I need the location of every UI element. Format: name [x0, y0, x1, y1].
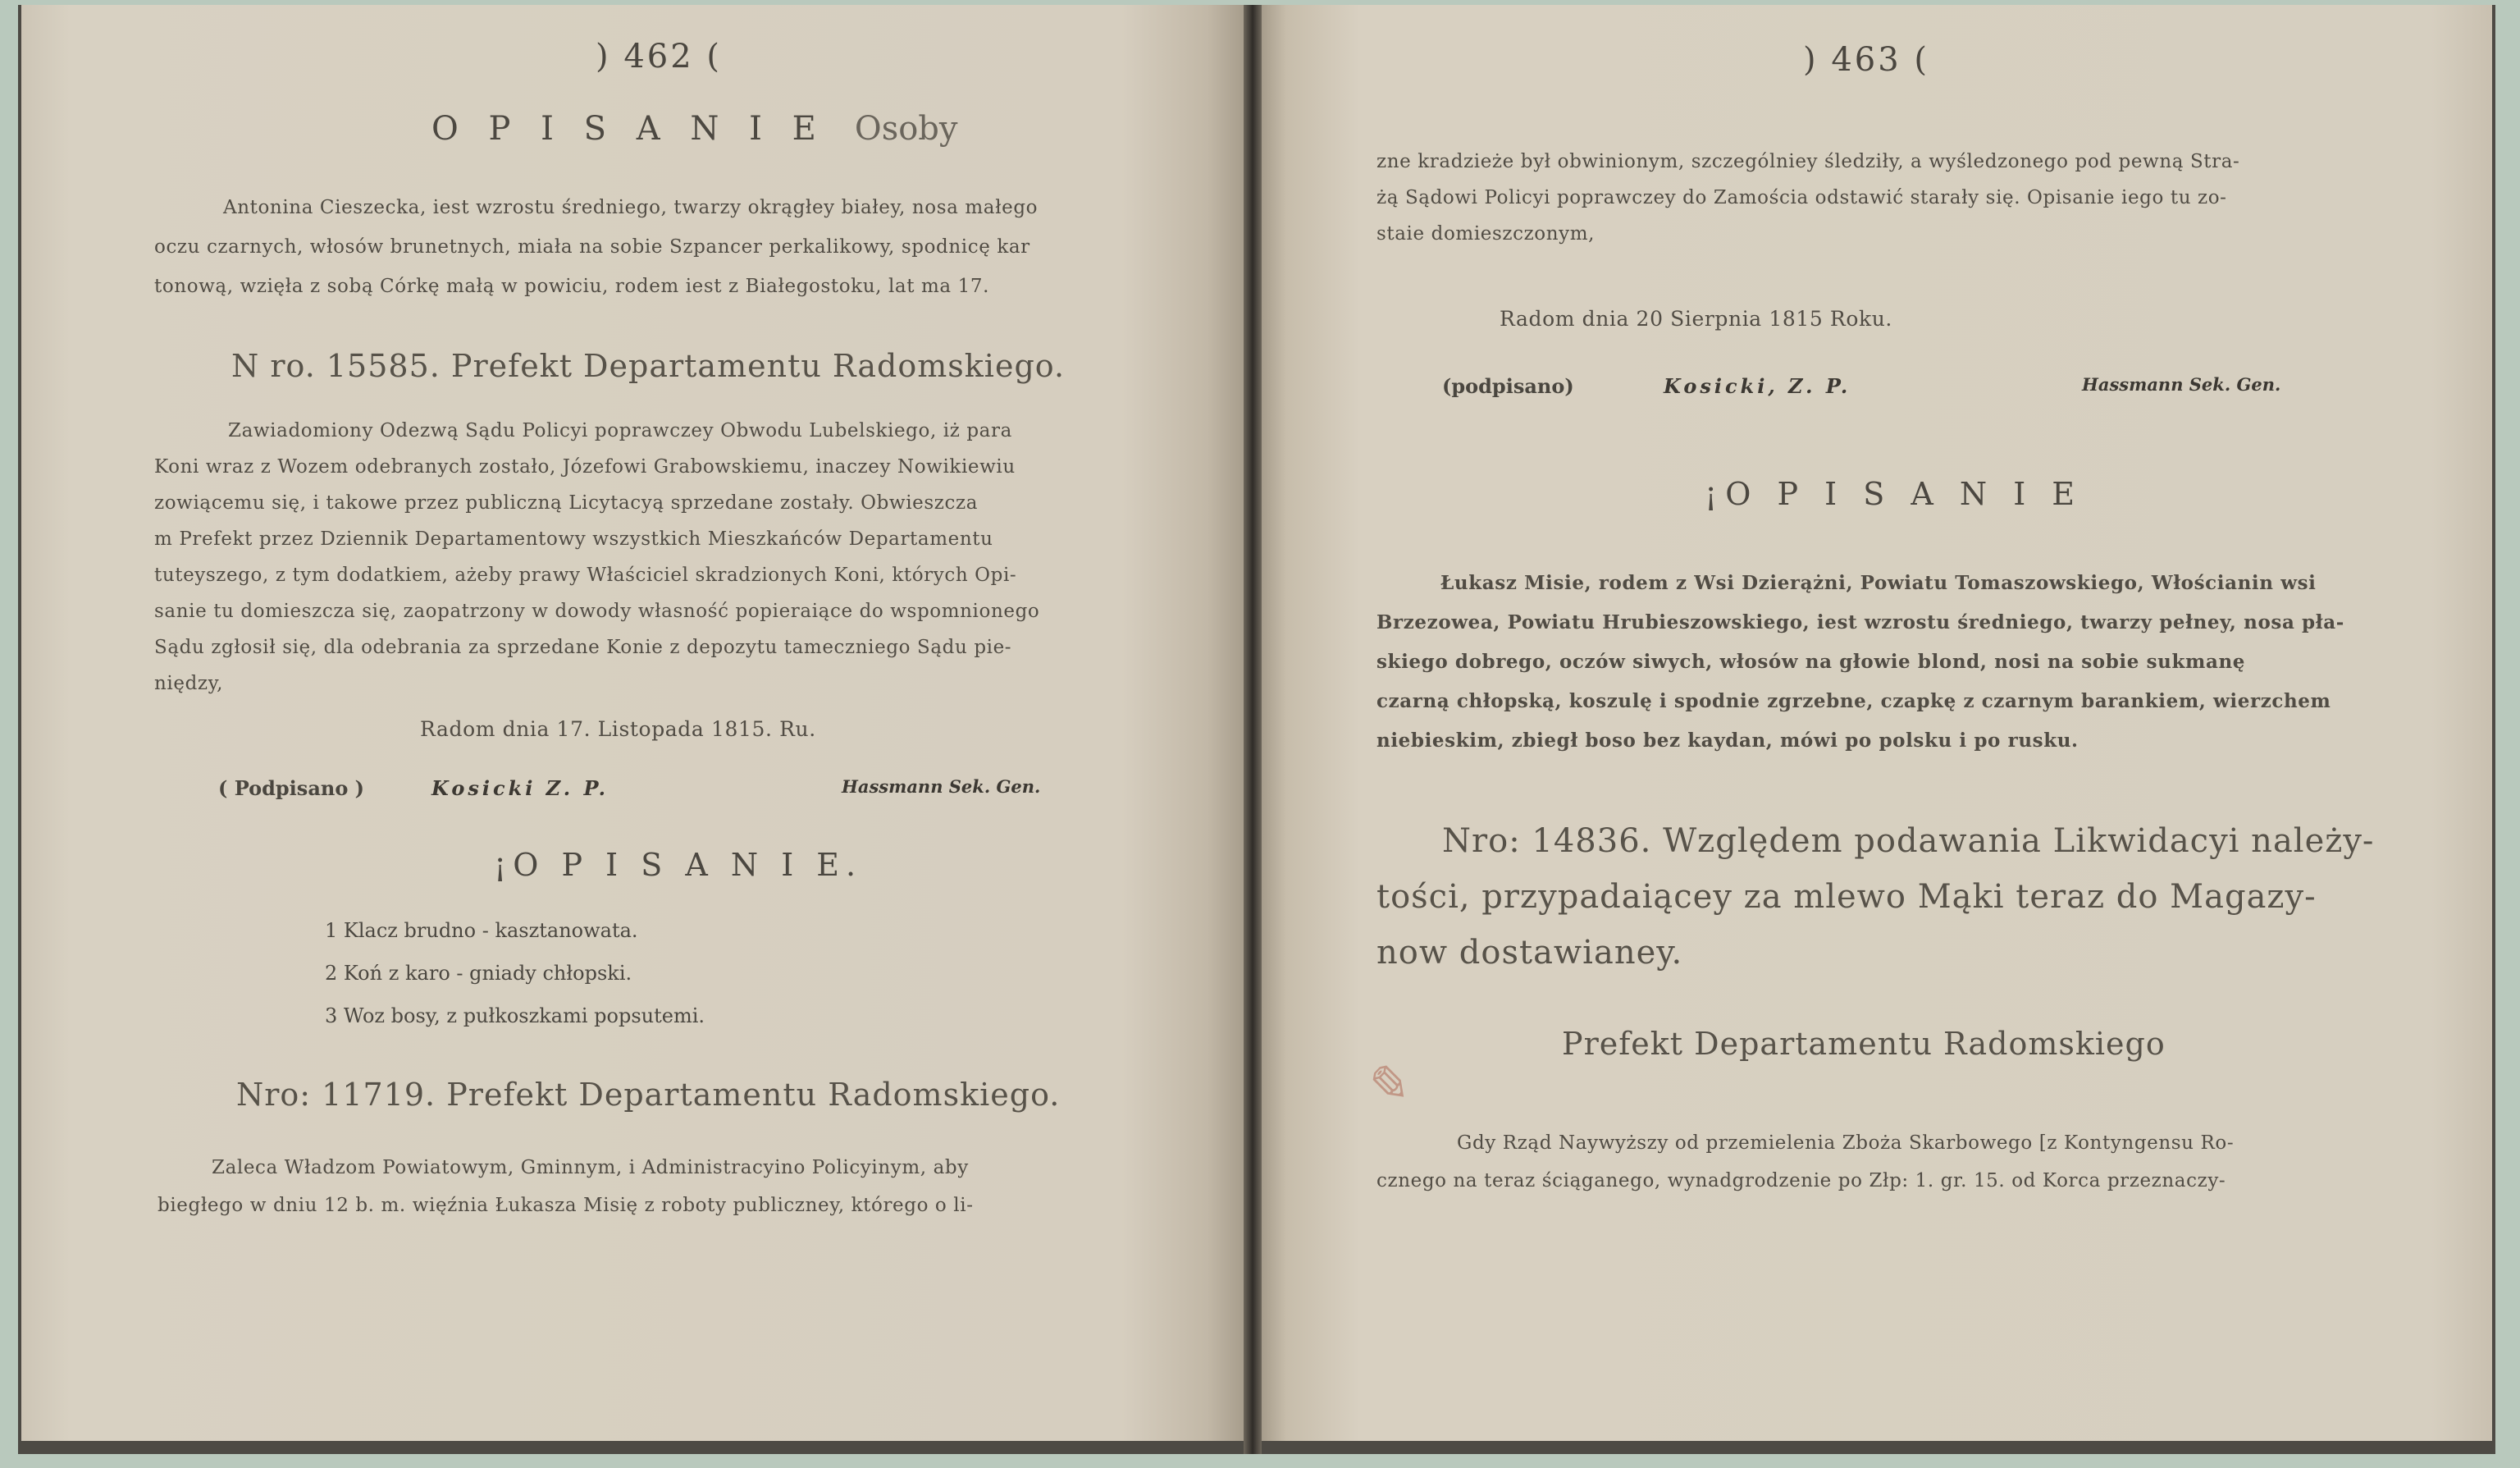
notice-line: tości, przypadaiącey za mlewo Mąki teraz do Magazy- — [1376, 878, 2317, 916]
signer-prefekt: Kosicki Z. P. — [431, 776, 609, 800]
heading-opisanie-osoby — [431, 110, 958, 148]
page-number: ) 462 ( — [596, 38, 722, 75]
notice-line: m Prefekt przez Dziennik Departamentowy wszystkich Mieszkańców Departamentu — [154, 528, 993, 550]
desc-line: skiego dobrego, oczów siwych, włosów na głowie blond, nosi na sobie sukmanę — [1376, 651, 2246, 673]
date-line: Radom dnia 17. Listopada 1815. Ru. — [420, 717, 816, 741]
list-item: 1 Klacz brudno - kasztanowata. — [325, 919, 638, 942]
desc-line: niebieskim, zbiegł boso bez kaydan, mówi po polsku i po rusku. — [1376, 729, 2079, 752]
book-gutter — [1244, 5, 1262, 1454]
list-item: 3 Woz bosy, z pułkoszkami popsutemi. — [325, 1004, 705, 1027]
notice-line: Nro: 14836. Względem podawania Likwidacyi należy- — [1442, 822, 2375, 860]
notice-line: zowiącemu się, i takowe przez publiczną Licytacyą sprzedane zostały. Obwieszcza — [154, 492, 979, 514]
notice-line: niędzy, — [154, 673, 224, 694]
signed-label: ( Podpisano ) — [218, 776, 365, 800]
prefekt-title: Prefekt Departamentu Radomskiego — [1562, 1026, 2166, 1062]
right-page — [1262, 5, 2492, 1441]
para-line: Antonina Cieszecka, iest wzrostu średniego, twarzy okrągłey białey, nosa małego — [223, 197, 1039, 218]
signer-prefekt: Kosicki, Z. P. — [1664, 374, 1851, 398]
heading-rest: Osoby — [854, 110, 958, 148]
notice-line: Koni wraz z Wozem odebranych zostało, Józefowi Grabowskiemu, inaczey Nowikiewiu — [154, 456, 1016, 478]
desc-line: czarną chłopską, koszulę i spodnie zgrzebne, czapkę z czarnym barankiem, wierzchem — [1376, 690, 2331, 712]
notice-line: Zawiadomiony Odezwą Sądu Policyi poprawczey Obwodu Lubelskiego, iż para — [228, 420, 1012, 441]
date-line: Radom dnia 20 Sierpnia 1815 Roku. — [1500, 307, 1892, 331]
notice-line: sanie tu domieszcza się, zaopatrzony w dowody własność popieraiące do wspomnionego — [154, 601, 1040, 622]
signer-secretary: Hassmann Sek. Gen. — [842, 776, 1041, 797]
list-item: 2 Koń z karo - gniady chłopski. — [325, 962, 632, 985]
para-line: staie domieszczonym, — [1376, 223, 1596, 245]
signed-label: (podpisano) — [1442, 374, 1574, 398]
notice-line: biegłego w dniu 12 b. m. więźnia Łukasza Misię z roboty publiczney, którego o li- — [158, 1195, 974, 1216]
page-number: ) 463 ( — [1803, 41, 1929, 79]
book-spread — [18, 5, 2495, 1454]
notice-line: tuteyszego, z tym dodatkiem, ażeby prawy Właściciel skradzionych Koni, których Opi- — [154, 565, 1017, 586]
notice-title: Nro: 11719. Prefekt Departamentu Radomskiego. — [236, 1077, 1061, 1113]
heading-opisanie: ¡O P I S A N I E. — [494, 847, 863, 883]
final-line: Gdy Rząd Naywyższy od przemielenia Zboża Skarbowego [z Kontyngensu Ro- — [1457, 1132, 2235, 1154]
notice-line: Zaleca Władzom Powiatowym, Gminnym, i Administracyino Policyinym, aby — [212, 1157, 969, 1178]
left-page — [21, 5, 1244, 1441]
signer-secretary: Hassmann Sek. Gen. — [2082, 374, 2281, 395]
notice-title: N ro. 15585. Prefekt Departamentu Radomskiego. — [231, 348, 1066, 384]
para-line: tonową, wzięła z sobą Córkę małą w powiciu, rodem iest z Białegostoku, lat ma 17. — [154, 276, 989, 297]
para-line: żą Sądowi Policyi poprawczey do Zamościa odstawić starały się. Opisanie iego tu zo- — [1376, 187, 2227, 208]
final-line: cznego na teraz ściąganego, wynadgrodzenie po Złp: 1. gr. 15. od Korca przeznaczy- — [1376, 1170, 2226, 1191]
notice-line: now dostawianey. — [1376, 934, 1683, 972]
heading-word: O P I S A N I E — [431, 110, 826, 148]
notice-line: Sądu zgłosił się, dla odebrania za sprzedane Konie z depozytu tameczniego Sądu pie- — [154, 637, 1012, 658]
desc-line: Łukasz Misie, rodem z Wsi Dzierążni, Powiatu Tomaszowskiego, Włościanin wsi — [1440, 572, 2317, 594]
para-line: zne kradzieże był obwinionym, szczególniey śledziły, a wyśledzonego pod pewną Stra- — [1376, 151, 2240, 172]
red-pencil-mark: ✎ — [1358, 1053, 1412, 1119]
desc-line: Brzezowea, Powiatu Hrubieszowskiego, iest wzrostu średniego, twarzy pełney, nosa pła- — [1376, 611, 2344, 633]
heading-opisanie: ¡O P I S A N I E — [1705, 476, 2084, 512]
para-line: oczu czarnych, włosów brunetnych, miała na sobie Szpancer perkalikowy, spodnicę kar — [154, 236, 1030, 258]
